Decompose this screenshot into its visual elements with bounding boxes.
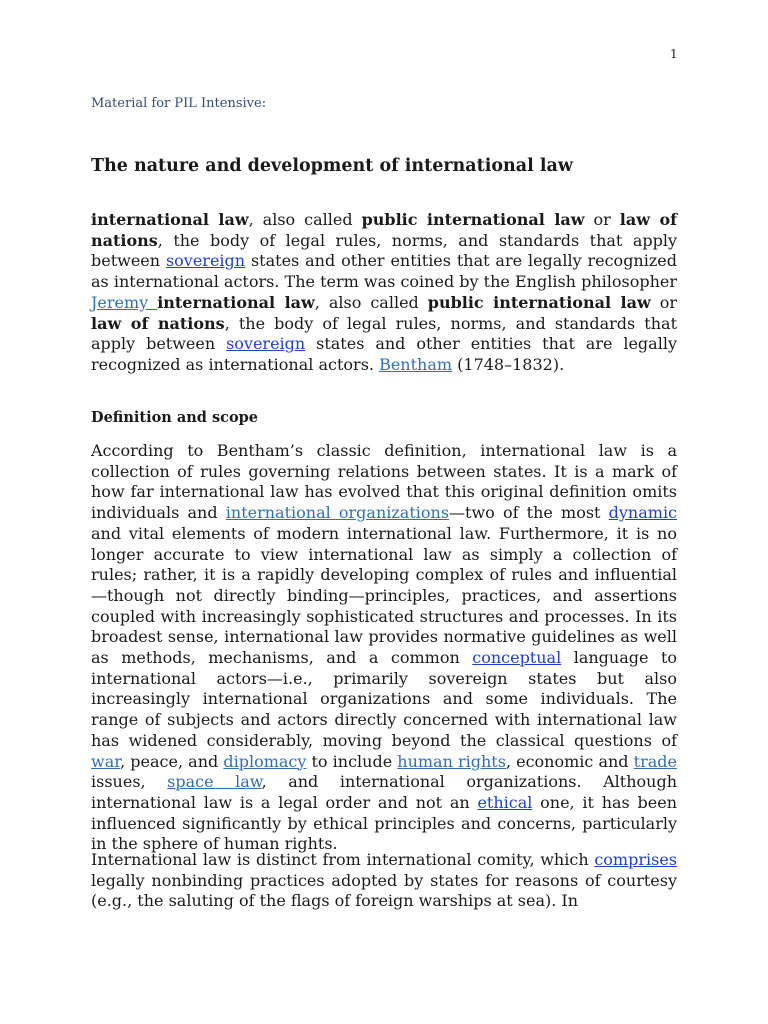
link-war[interactable]: war <box>91 751 121 771</box>
link-trade[interactable]: trade <box>633 751 677 771</box>
header-note: Material for PIL Intensive: <box>91 96 267 111</box>
link-ethical[interactable]: ethical <box>477 792 533 812</box>
term-public-international-law-2: public international law <box>427 292 651 312</box>
link-international-organizations[interactable]: international organizations <box>225 503 450 523</box>
document-title: The nature and development of international law <box>91 156 573 176</box>
page-number: 1 <box>670 47 678 61</box>
scope-paragraph: According to Bentham’s classic definition, international law is a collection of rules governing relations between states. It is a mark of how far international law has evolved that this original definition omits individuals and international organizations—two of the most dynamic and vital elements of modern international law. Furthermore, it is no longer accurate to view international law as simply a collection of rules; rather, it is a rapidly developing complex of rules and influential—though not directly binding—principles, practices, and assertions coupled with increasingly sophisticated structures and processes. In its broadest sense, international law provides normative guidelines as well as methods, mechanisms, and a common conceptual language to international actors—i.e., primarily sovereign states but also increasingly international organizations and some individuals. The range of subjects and actors directly concerned with international law has widened considerably, moving beyond the classical questions of war, peace, and diplomacy to include human rights, economic and trade issues, space law, and international organizations. Although international law is a legal order and not an ethical one, it has been influenced significantly by ethical principles and concerns, particularly in the sphere of human rights. <box>91 441 678 854</box>
link-dynamic[interactable]: dynamic <box>608 503 678 523</box>
term-public-international-law: public international law <box>361 210 585 229</box>
intro-paragraph: international law, also called public international law or law of nations, the body of legal rules, norms, and standards that apply between sovereign states and other entities that are legally recognized as international actors. The term was coined by the English philosopher Jeremy international law, also called public international law or law of nations, the body of legal rules, norms, and standards that apply between sovereign states and other entities that are legally recognized as international actors. Bentham (1748–1832). <box>91 210 678 374</box>
link-jeremy[interactable]: Jeremy <box>91 292 158 312</box>
comity-paragraph: International law is distinct from international comity, which comprises legally nonbinding practices adopted by states for reasons of courtesy (e.g., the saluting of the flags of foreign warships at sea). In <box>91 850 677 911</box>
link-sovereign-2[interactable]: sovereign <box>226 334 306 354</box>
link-human-rights[interactable]: human rights <box>397 751 506 771</box>
term-law-of-nations-2: law of nations <box>91 313 225 333</box>
term-international-law-2: international law <box>157 292 315 312</box>
link-comprises[interactable]: comprises <box>594 850 677 869</box>
link-space-law[interactable]: space law <box>167 772 262 792</box>
link-bentham[interactable]: Bentham <box>379 354 453 374</box>
section-heading: Definition and scope <box>91 409 259 426</box>
link-sovereign[interactable]: sovereign <box>165 251 246 271</box>
term-law-of-nations: law of nations <box>91 210 678 250</box>
link-diplomacy[interactable]: diplomacy <box>223 751 307 771</box>
term-international-law: international law <box>91 210 249 229</box>
link-conceptual[interactable]: conceptual <box>472 648 562 668</box>
